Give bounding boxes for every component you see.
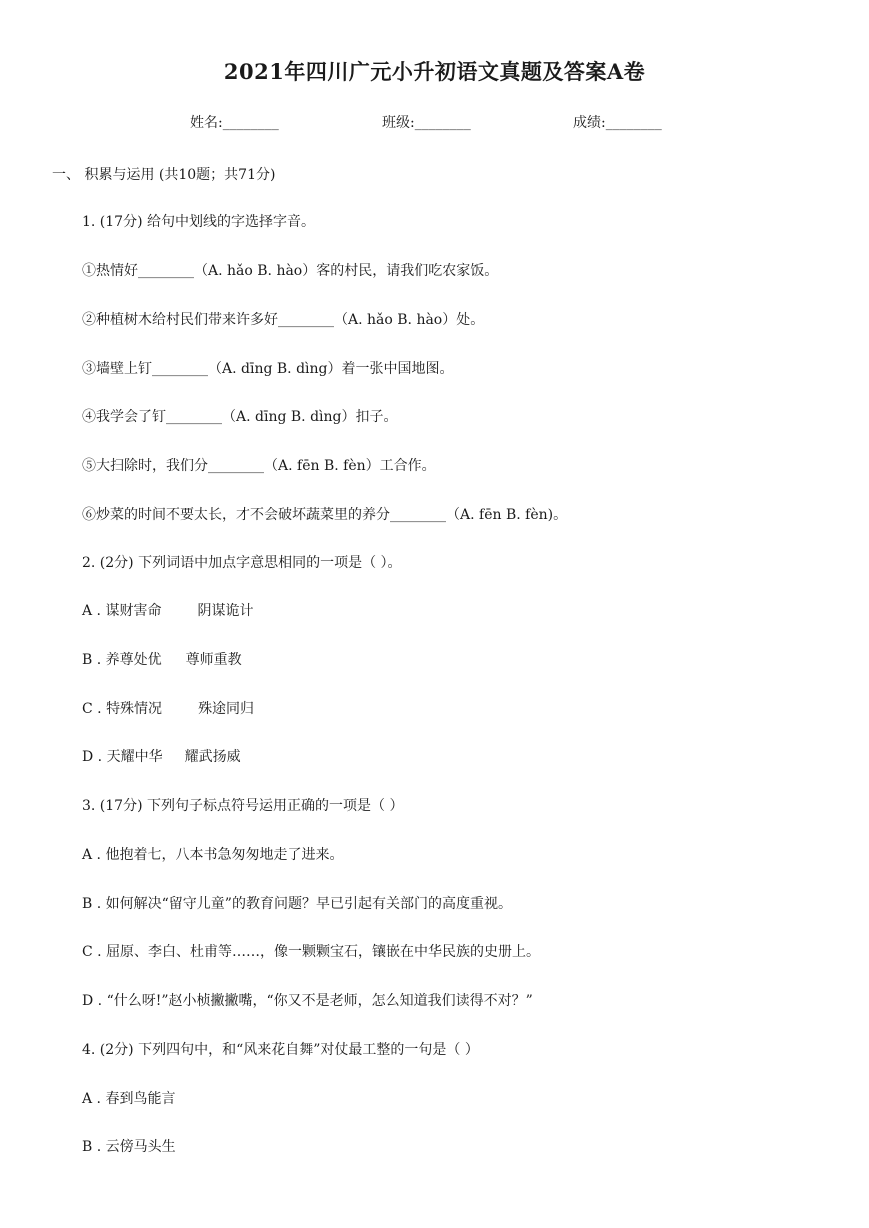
question-1-stem: 1. (17分) 给句中划线的字选择字音。	[82, 214, 315, 230]
question-4-option-a: A . 春到鸟能言	[82, 1091, 176, 1107]
option-text: A . 谋财害命	[82, 603, 162, 619]
question-4-option-b: B . 云傍马头生	[82, 1139, 176, 1155]
section-heading: 一、 积累与运用 (共10题；共71分)	[52, 167, 276, 183]
question-1-item: ⑥炒菜的时间不要太长，才不会破坏蔬菜里的养分________（A. fēn B. fèn)。	[82, 507, 568, 523]
question-3-option-b: B . 如何解决“留守儿童”的教育问题？早已引起有关部门的高度重视。	[82, 896, 512, 912]
option-text: D . 天耀中华	[82, 749, 163, 765]
option-text: 尊师重教	[185, 652, 242, 668]
question-1-item: ⑤大扫除时，我们分________（A. fēn B. fèn）工合作。	[82, 458, 436, 474]
question-1-item: ④我学会了钉________（A. dīng B. dìng）扣子。	[82, 409, 398, 425]
question-3-option-c: C . 屈原、李白、杜甫等……，像一颗颗宝石，镶嵌在中华民族的史册上。	[82, 944, 541, 960]
question-2-stem: 2. (2分) 下列词语中加点字意思相同的一项是（ ）。	[82, 555, 402, 571]
name-field-label: 姓名:________	[190, 115, 279, 131]
question-3-option-a: A . 他抱着七，八本书急匆匆地走了进来。	[82, 847, 344, 863]
option-text: 殊途同归	[198, 701, 255, 717]
question-3-option-d: D . “什么呀!”赵小桢撇撇嘴，“你又不是老师，怎么知道我们读得不对？”	[82, 993, 533, 1009]
question-1-item: ③墙壁上钉________（A. dīng B. dìng）着一张中国地图。	[82, 361, 454, 377]
score-field-label: 成绩:________	[573, 115, 662, 131]
class-field-label: 班级:________	[382, 115, 471, 131]
question-1-item: ②种植树木给村民们带来许多好________（A. hǎo B. hào）处。	[82, 312, 485, 328]
question-3-stem: 3. (17分) 下列句子标点符号运用正确的一项是（ ）	[82, 798, 404, 814]
question-1-item: ①热情好________（A. hǎo B. hào）客的村民，请我们吃农家饭。	[82, 263, 499, 279]
option-text: 耀武扬威	[184, 749, 241, 765]
question-2-option-d	[82, 747, 241, 767]
page-title: 2021年四川广元小升初语文真题及答案A卷	[223, 59, 646, 84]
option-text: B . 养尊处优	[82, 652, 162, 668]
option-text: C . 特殊情况	[82, 701, 163, 717]
question-4-stem: 4. (2分) 下列四句中，和“风来花自舞”对仗最工整的一句是（ ）	[82, 1042, 479, 1058]
question-2-option-c	[82, 699, 254, 719]
question-2-option-b	[82, 650, 242, 670]
option-text: 阴谋诡计	[197, 603, 254, 619]
question-2-option-a	[82, 601, 253, 621]
